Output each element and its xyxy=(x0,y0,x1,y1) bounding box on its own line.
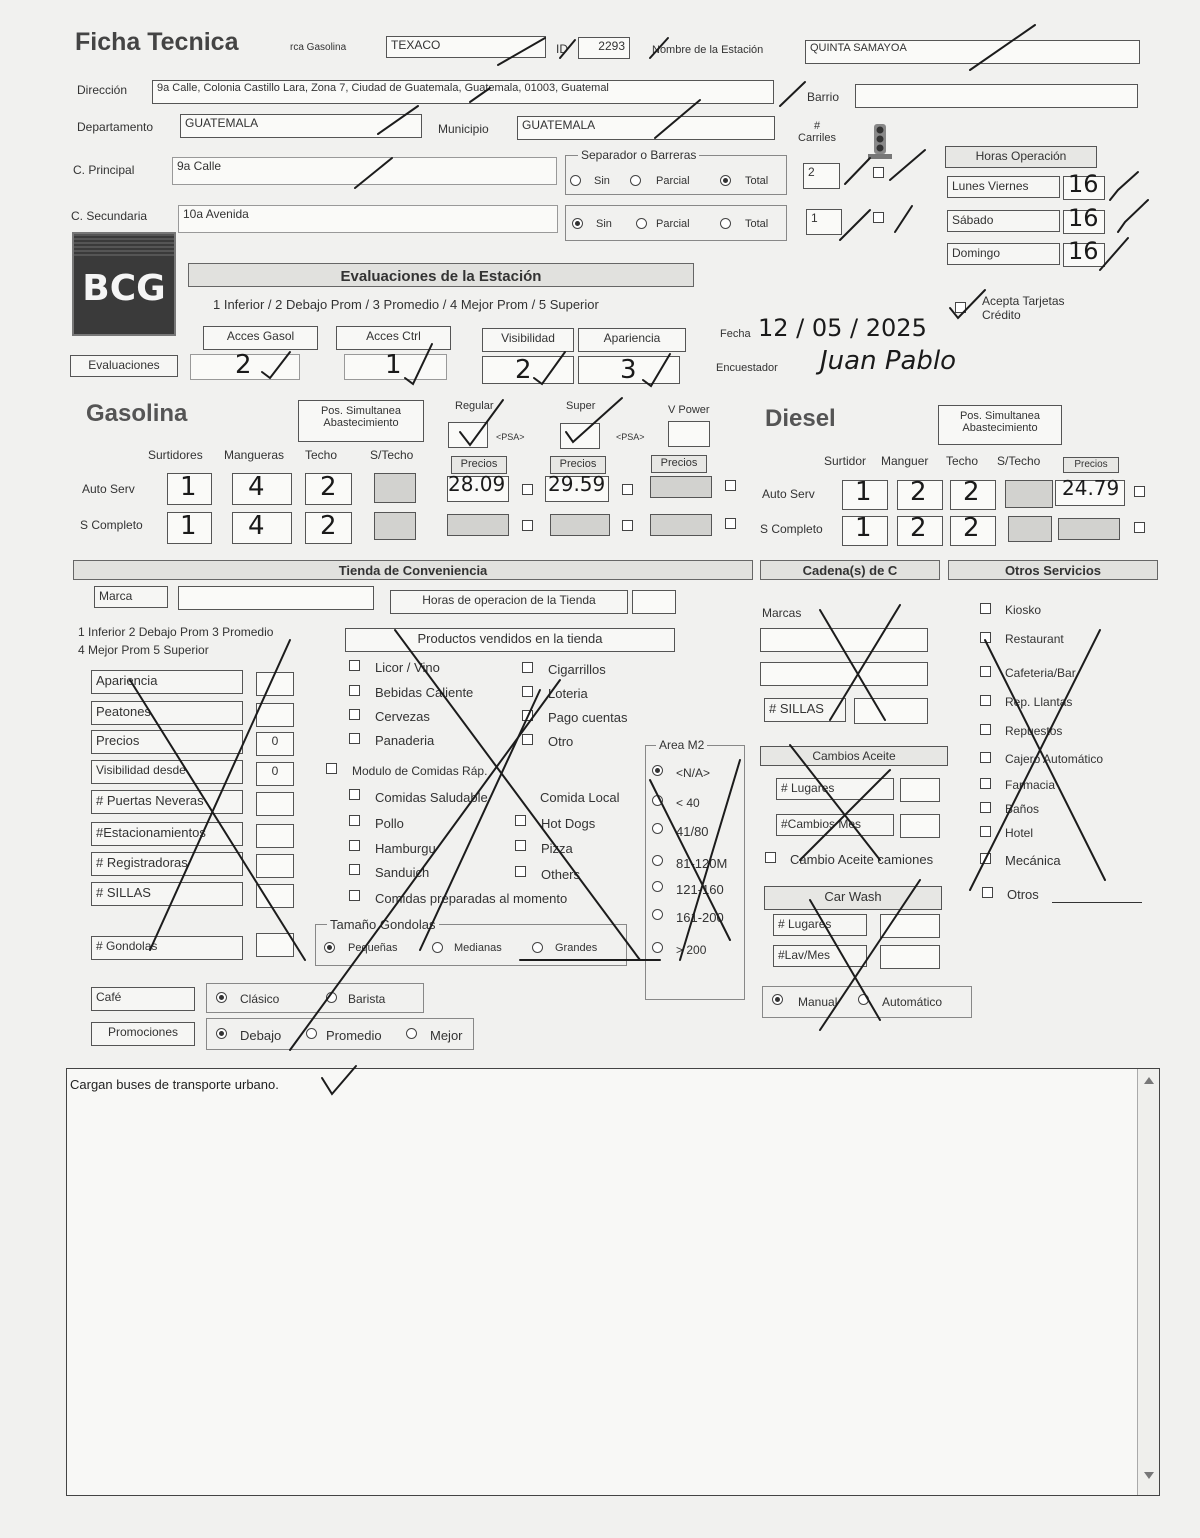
cafe-barista-radio[interactable] xyxy=(326,992,337,1003)
dsl-scompleto-mang-value: 2 xyxy=(910,513,927,543)
comida-pollo-checkbox[interactable] xyxy=(349,815,360,826)
gas-autoserv-super-checkbox[interactable] xyxy=(622,484,633,495)
dsl-col-manguer: Manguer xyxy=(881,454,929,468)
notes-text: Cargan buses de transporte urbano. xyxy=(70,1077,279,1092)
prod-otro-label: Otro xyxy=(548,734,574,749)
comida-sanduich-checkbox[interactable] xyxy=(349,864,360,875)
tienda-eval-gondolas-field[interactable] xyxy=(256,933,294,957)
dsl-autoserv-surt-value: 1 xyxy=(855,477,872,507)
carwash-manual-label: Manual xyxy=(798,995,838,1009)
tienda-scale-2: 4 Mejor Prom 5 Superior xyxy=(78,643,209,657)
dsl-autoserv-checkbox[interactable] xyxy=(1134,486,1145,497)
gas-scompleto-mang-value: 4 xyxy=(248,511,265,541)
tienda-eval-registradoras-label: # Registradoras xyxy=(91,852,243,876)
gasolina-title: Gasolina xyxy=(86,400,188,427)
horas-domingo-value: 16 xyxy=(1068,237,1099,265)
super-check-field[interactable] xyxy=(560,423,600,449)
diesel-title: Diesel xyxy=(765,405,836,432)
separador1-total-label: Total xyxy=(745,175,769,187)
cprincipal-label: C. Principal xyxy=(73,163,135,177)
gas-precios-super-header: Precios xyxy=(550,456,606,474)
promo-debajo-radio[interactable] xyxy=(216,1028,227,1039)
area-200-label: > 200 xyxy=(676,943,707,957)
separador1-parcial-label: Parcial xyxy=(656,175,690,187)
comida-preparada-label: Comidas preparadas al momento xyxy=(375,891,568,906)
area-161-200-radio[interactable] xyxy=(652,909,663,920)
id-field[interactable]: 2293 xyxy=(578,37,630,59)
diesel-pos-simultanea: Pos. Simultanea Abastecimiento xyxy=(938,405,1062,445)
evaluaciones-header: Evaluaciones de la Estación xyxy=(188,263,694,287)
comida-preparada-checkbox[interactable] xyxy=(349,890,360,901)
gas-col-surtidores: Surtidores xyxy=(148,448,203,462)
tienda-eval-precios-field[interactable]: 0 xyxy=(256,732,294,756)
tienda-eval-sillas-field[interactable] xyxy=(256,884,294,908)
marca-label: rca Gasolina xyxy=(290,42,347,53)
carriles-label: # Carriles xyxy=(798,120,836,144)
area-121-160-radio[interactable] xyxy=(652,881,663,892)
promociones-label: Promociones xyxy=(91,1022,195,1046)
tienda-eval-puertas-label: # Puertas Neveras xyxy=(91,790,243,814)
cafe-clasico-radio[interactable] xyxy=(216,992,227,1003)
gas-precios-regular-header: Precios xyxy=(451,456,507,474)
eval-acces-gasol-value: 2 xyxy=(235,350,252,380)
comida-saludable-label: Comidas Saludable xyxy=(375,790,488,805)
area-81-120-radio[interactable] xyxy=(652,855,663,866)
traffic-light-icon xyxy=(866,124,894,160)
dsl-autoserv-stecho-field[interactable] xyxy=(1005,480,1053,508)
separador1-sin-radio[interactable] xyxy=(570,175,581,186)
comida-pizza-checkbox[interactable] xyxy=(515,840,526,851)
municipio-field[interactable]: GUATEMALA xyxy=(517,116,775,140)
dsl-col-surtidor: Surtidor xyxy=(824,454,867,468)
tienda-eval-apariencia-field[interactable] xyxy=(256,672,294,696)
promo-debajo-label: Debajo xyxy=(240,1028,282,1043)
cambios-lugares-field[interactable] xyxy=(900,778,940,802)
gas-col-stecho: S/Techo xyxy=(370,448,414,462)
comida-others-checkbox[interactable] xyxy=(515,866,526,877)
cafe-group xyxy=(206,983,424,1013)
cafe-clasico-label: Clásico xyxy=(240,992,280,1006)
gas-scompleto-super-checkbox[interactable] xyxy=(622,520,633,531)
municipio-label: Municipio xyxy=(438,122,489,136)
modulo-comidas-label: Modulo de Comidas Ráp. xyxy=(352,764,488,778)
carwash-lugares-field[interactable] xyxy=(880,914,940,938)
cadena-sillas-label: # SILLAS xyxy=(764,698,846,722)
nombre-label: Nombre de la Estación xyxy=(652,44,764,56)
area-40-radio[interactable] xyxy=(652,795,663,806)
dsl-scompleto-surt-value: 1 xyxy=(855,513,872,543)
departamento-label: Departamento xyxy=(77,120,154,134)
gas-autoserv-vpower-checkbox[interactable] xyxy=(725,480,736,491)
gas-scompleto-precio-vpower-field[interactable] xyxy=(650,514,712,536)
productos-header: Productos vendidos en la tienda xyxy=(345,628,675,652)
area-40-label: < 40 xyxy=(676,796,700,810)
otros-mecanica-checkbox[interactable] xyxy=(980,853,991,864)
area-41-80-label: 41/80 xyxy=(676,824,709,839)
prod-cervezas-checkbox[interactable] xyxy=(349,709,360,720)
cambios-mes-field[interactable] xyxy=(900,814,940,838)
super-label: Super xyxy=(566,400,596,412)
gas-autoserv-surt-value: 1 xyxy=(180,472,197,502)
cadena-sillas-field[interactable] xyxy=(854,698,928,724)
prod-cigarrillos-checkbox[interactable] xyxy=(522,662,533,673)
otros-hotel-label: Hotel xyxy=(1005,826,1034,840)
check-mark xyxy=(1118,200,1148,232)
gondolas-medianas-radio[interactable] xyxy=(432,942,443,953)
comida-hamburguesa-label: Hamburgu xyxy=(375,841,436,856)
bcg-logo xyxy=(72,232,176,336)
area-81-120-label: 81-120M xyxy=(676,856,728,871)
tienda-eval-precios-label: Precios xyxy=(91,730,243,754)
area-200-radio[interactable] xyxy=(652,942,663,953)
form-title: Ficha Tecnica xyxy=(75,28,239,56)
notes-textarea[interactable] xyxy=(66,1068,1160,1496)
otros-farmacia-label: Farmacia xyxy=(1005,778,1056,792)
evaluaciones-scale: 1 Inferior / 2 Debajo Prom / 3 Promedio / 4 Mejor Prom / 5 Superior xyxy=(213,297,599,312)
prod-bebidas-label: Bebidas Caliente xyxy=(375,685,474,700)
separador-title: Separador o Barreras xyxy=(578,148,699,162)
prod-licor-label: Licor / Vino xyxy=(375,660,440,675)
carwash-header: Car Wash xyxy=(764,886,942,910)
otros-restaurant-label: Restaurant xyxy=(1005,632,1064,646)
separador2-total-radio[interactable] xyxy=(720,218,731,229)
comida-hotdogs-label: Hot Dogs xyxy=(541,816,596,831)
tienda-header: Tienda de Conveniencia xyxy=(73,560,753,580)
dsl-col-stecho: S/Techo xyxy=(997,454,1041,468)
cadena-header: Cadena(s) de C xyxy=(760,560,940,580)
carwash-lav-field[interactable] xyxy=(880,945,940,969)
eval-acces-gasol-header: Acces Gasol xyxy=(203,326,318,350)
cadena-marca1-field[interactable] xyxy=(760,628,928,652)
regular-psa: <PSA> xyxy=(496,432,525,442)
separador2-sin-label: Sin xyxy=(596,218,612,230)
cambio-camiones-label: Cambio Aceite camiones xyxy=(790,852,934,867)
horas-sabado-label: Sábado xyxy=(947,210,1060,232)
gondolas-pequenas-label: Pequeñas xyxy=(348,942,398,954)
prod-bebidas-checkbox[interactable] xyxy=(349,685,360,696)
carriles1-checkbox[interactable] xyxy=(873,167,884,178)
comida-others-label: Others xyxy=(541,867,581,882)
prod-panaderia-checkbox[interactable] xyxy=(349,733,360,744)
prod-pago-cuentas-checkbox[interactable] xyxy=(522,710,533,721)
prod-cervezas-label: Cervezas xyxy=(375,709,430,724)
notes-scrollbar[interactable] xyxy=(1137,1069,1159,1495)
otros-repuestos-checkbox[interactable] xyxy=(980,724,991,735)
area-121-160-label: 121-160 xyxy=(676,882,724,897)
otros-kiosko-label: Kiosko xyxy=(1005,603,1042,617)
otros-llantas-label: Rep. Llantas xyxy=(1005,695,1073,709)
tienda-marca-field[interactable] xyxy=(178,586,374,610)
prod-panaderia-label: Panaderia xyxy=(375,733,435,748)
comida-pollo-label: Pollo xyxy=(375,816,404,831)
bcg-logo-text: BCG xyxy=(82,268,166,309)
otros-otros-checkbox[interactable] xyxy=(982,887,993,898)
carriles2-checkbox[interactable] xyxy=(873,212,884,223)
nombre-field[interactable]: QUINTA SAMAYOA xyxy=(805,40,1140,64)
gas-autoserv-stecho-field[interactable] xyxy=(374,473,416,503)
cafe-label: Café xyxy=(91,987,195,1011)
csecundaria-label: C. Secundaria xyxy=(71,209,148,223)
marca-field[interactable]: TEXACO xyxy=(386,36,546,58)
area-na-radio[interactable] xyxy=(652,765,663,776)
check-mark xyxy=(1110,172,1138,200)
csecundaria-field[interactable]: 10a Avenida xyxy=(178,205,558,233)
tienda-horas-label: Horas de operacion de la Tienda xyxy=(390,590,628,614)
dsl-autoserv-techo-value: 2 xyxy=(963,477,980,507)
carriles1-field[interactable]: 2 xyxy=(803,163,840,189)
horas-sabado-value: 16 xyxy=(1068,204,1099,232)
otros-banos-checkbox[interactable] xyxy=(980,802,991,813)
separador1-total-radio[interactable] xyxy=(720,175,731,186)
prod-loteria-label: Loteria xyxy=(548,686,588,701)
tienda-eval-apariencia-label: Apariencia xyxy=(91,670,243,694)
gondolas-grandes-radio[interactable] xyxy=(532,942,543,953)
otros-servicios-header: Otros Servicios xyxy=(948,560,1158,580)
tienda-eval-peatones-label: Peatones xyxy=(91,701,243,725)
carwash-automatico-radio[interactable] xyxy=(858,994,869,1005)
otros-farmacia-checkbox[interactable] xyxy=(980,778,991,789)
tienda-eval-sillas-label: # SILLAS xyxy=(91,882,243,906)
otros-cajero-label: Cajero Automático xyxy=(1005,752,1104,766)
barrio-label: Barrio xyxy=(807,90,840,104)
vpower-label: V Power xyxy=(668,404,710,416)
dsl-precios-header: Precios xyxy=(1063,457,1119,473)
separador1-sin-label: Sin xyxy=(594,175,610,187)
cambios-aceite-header: Cambios Aceite xyxy=(760,746,948,766)
comida-saludable-checkbox[interactable] xyxy=(349,789,360,800)
check-mark xyxy=(845,158,870,184)
modulo-comidas-checkbox[interactable] xyxy=(326,763,337,774)
dsl-autoserv-mang-value: 2 xyxy=(910,477,927,507)
carwash-automatico-label: Automático xyxy=(882,995,943,1009)
otros-kiosko-checkbox[interactable] xyxy=(980,603,991,614)
eval-visibilidad-value: 2 xyxy=(515,355,532,385)
fecha-label: Fecha xyxy=(720,328,751,340)
otros-restaurant-checkbox[interactable] xyxy=(980,632,991,643)
horas-operacion-header: Horas Operación xyxy=(945,146,1097,168)
encuestador-label: Encuestador xyxy=(716,362,778,374)
gas-scompleto-label: S Completo xyxy=(80,518,143,532)
comida-hamburguesa-checkbox[interactable] xyxy=(349,840,360,851)
comida-pizza-label: Pizza xyxy=(541,841,573,856)
gas-scompleto-stecho-field[interactable] xyxy=(374,512,416,540)
check-mark xyxy=(840,210,870,240)
vpower-check-field[interactable] xyxy=(668,421,710,447)
otros-otros-label: Otros xyxy=(1007,887,1039,902)
cafe-barista-label: Barista xyxy=(348,992,386,1006)
prod-otro-checkbox[interactable] xyxy=(522,734,533,745)
acepta-tarjetas-checkbox[interactable] xyxy=(955,302,966,313)
comida-local-label: Comida Local xyxy=(540,790,620,805)
gas-scompleto-vpower-checkbox[interactable] xyxy=(725,518,736,529)
prod-cigarrillos-label: Cigarrillos xyxy=(548,662,606,677)
separador2-parcial-radio[interactable] xyxy=(636,218,647,229)
carriles2-field[interactable]: 1 xyxy=(806,209,842,235)
area-title: Area M2 xyxy=(656,738,707,752)
evaluaciones-row-label: Evaluaciones xyxy=(70,355,178,377)
tienda-eval-peatones-field[interactable] xyxy=(256,703,294,727)
direccion-field[interactable]: 9a Calle, Colonia Castillo Lara, Zona 7, Ciudad de Guatemala, Guatemala, 01003, Guatemal xyxy=(152,80,774,104)
gas-autoserv-precio-vpower-field[interactable] xyxy=(650,476,712,498)
comida-sanduich-label: Sanduich xyxy=(375,865,430,880)
eval-apariencia-header: Apariencia xyxy=(578,328,686,352)
promo-mejor-radio[interactable] xyxy=(406,1028,417,1039)
otros-otros-line xyxy=(1052,902,1142,903)
departamento-field[interactable]: GUATEMALA xyxy=(180,114,422,138)
separador2-total-label: Total xyxy=(745,218,769,230)
horas-lunes-value: 16 xyxy=(1068,170,1099,198)
otros-llantas-checkbox[interactable] xyxy=(980,695,991,706)
gas-scompleto-regular-checkbox[interactable] xyxy=(522,520,533,531)
promo-promedio-radio[interactable] xyxy=(306,1028,317,1039)
area-41-80-radio[interactable] xyxy=(652,823,663,834)
gas-autoserv-precio-super-value: 29.59 xyxy=(548,472,606,496)
tienda-eval-visibilidad-label: Visibilidad desde xyxy=(91,760,243,784)
carwash-manual-radio[interactable] xyxy=(772,994,783,1005)
cprincipal-field[interactable]: 9a Calle xyxy=(172,157,557,185)
promo-mejor-label: Mejor xyxy=(430,1028,463,1043)
direccion-label: Dirección xyxy=(77,83,128,97)
prod-loteria-checkbox[interactable] xyxy=(522,686,533,697)
tienda-eval-gondolas-label: # Gondolas xyxy=(91,936,243,960)
eval-apariencia-value: 3 xyxy=(620,355,637,385)
separador2-sin-radio[interactable] xyxy=(572,218,583,229)
fecha-value: 12 / 05 / 2025 xyxy=(758,314,927,342)
separador1-parcial-radio[interactable] xyxy=(630,175,641,186)
otros-banos-label: Baños xyxy=(1005,802,1040,816)
dsl-scompleto-precio-field[interactable] xyxy=(1058,518,1120,540)
scroll-up-icon[interactable] xyxy=(1144,1077,1154,1084)
otros-cafeteria-label: Cafeteria/Bar xyxy=(1005,666,1076,680)
tienda-marca-label: Marca xyxy=(94,586,168,608)
cambios-mes-label: #Cambios Mes xyxy=(776,814,894,836)
tienda-scale-1: 1 Inferior 2 Debajo Prom 3 Promedio xyxy=(78,625,274,639)
carwash-lav-label: #Lav/Mes xyxy=(773,945,867,967)
gas-scompleto-precio-regular-field[interactable] xyxy=(447,514,509,536)
otros-repuestos-label: Repuestos xyxy=(1005,724,1063,738)
acepta-tarjetas-label: Acepta Tarjetas Crédito xyxy=(982,294,1065,322)
gas-scompleto-precio-super-field[interactable] xyxy=(550,514,610,536)
gas-autoserv-precio-regular-value: 28.09 xyxy=(448,472,506,496)
check-mark xyxy=(890,150,925,180)
tienda-eval-puertas-field[interactable] xyxy=(256,792,294,816)
barrio-field[interactable] xyxy=(855,84,1138,108)
check-mark xyxy=(780,82,805,106)
area-group xyxy=(645,745,745,1000)
horas-domingo-label: Domingo xyxy=(947,243,1060,265)
dsl-scompleto-stecho-field[interactable] xyxy=(1008,516,1052,542)
gas-precios-vpower-header: Precios xyxy=(651,455,707,473)
prod-licor-checkbox[interactable] xyxy=(349,660,360,671)
tienda-eval-estacionamientos-label: #Estacionamientos xyxy=(91,822,243,846)
dsl-col-techo: Techo xyxy=(946,454,979,468)
gondolas-title: Tamaño Gondolas xyxy=(327,917,439,932)
dsl-autoserv-label: Auto Serv xyxy=(762,487,815,501)
gas-col-mangueras: Mangueras xyxy=(224,448,285,462)
cadena-marcas-label: Marcas xyxy=(762,606,802,620)
dsl-scompleto-techo-value: 2 xyxy=(963,513,980,543)
gas-autoserv-techo-value: 2 xyxy=(320,472,337,502)
bcg-logo-stripes xyxy=(74,234,174,256)
gas-autoserv-regular-checkbox[interactable] xyxy=(522,484,533,495)
gondolas-medianas-label: Medianas xyxy=(454,942,502,954)
cadena-marca2-field[interactable] xyxy=(760,662,928,686)
super-psa: <PSA> xyxy=(616,432,645,442)
encuestador-value: Juan Pablo xyxy=(820,346,957,376)
eval-acces-ctrl-header: Acces Ctrl xyxy=(336,326,451,350)
otros-cajero-checkbox[interactable] xyxy=(980,752,991,763)
separador2-parcial-label: Parcial xyxy=(656,218,690,230)
prod-pago-cuentas-label: Pago cuentas xyxy=(548,710,628,725)
promo-promedio-label: Promedio xyxy=(326,1028,382,1043)
check-mark xyxy=(895,206,912,232)
gasolina-pos-simultanea: Pos. Simultanea Abastecimiento xyxy=(298,400,424,442)
cambio-camiones-checkbox[interactable] xyxy=(765,852,776,863)
otros-cafeteria-checkbox[interactable] xyxy=(980,666,991,677)
otros-hotel-checkbox[interactable] xyxy=(980,826,991,837)
gondolas-grandes-label: Grandes xyxy=(555,942,598,954)
dsl-scompleto-label: S Completo xyxy=(760,522,823,536)
dsl-autoserv-precio-value: 24.79 xyxy=(1062,476,1120,500)
comida-hotdogs-checkbox[interactable] xyxy=(515,815,526,826)
otros-mecanica-label: Mecánica xyxy=(1005,853,1061,868)
gondolas-pequenas-radio[interactable] xyxy=(324,942,335,953)
id-label: ID xyxy=(556,42,568,56)
gas-autoserv-mang-value: 4 xyxy=(248,472,265,502)
gas-col-techo: Techo xyxy=(305,448,338,462)
tienda-eval-estacionamientos-field[interactable] xyxy=(256,824,294,848)
tienda-eval-visibilidad-field[interactable]: 0 xyxy=(256,762,294,786)
area-161-200-label: 161-200 xyxy=(676,910,724,925)
eval-acces-ctrl-value: 1 xyxy=(385,350,402,380)
regular-check-field[interactable] xyxy=(448,422,488,448)
horas-lunes-label: Lunes Viernes xyxy=(947,176,1060,198)
tienda-horas-field[interactable] xyxy=(632,590,676,614)
gas-scompleto-surt-value: 1 xyxy=(180,511,197,541)
tienda-eval-registradoras-field[interactable] xyxy=(256,854,294,878)
area-na-label: <N/A> xyxy=(676,766,711,780)
gas-scompleto-techo-value: 2 xyxy=(320,511,337,541)
regular-label: Regular xyxy=(455,400,494,412)
gas-autoserv-label: Auto Serv xyxy=(82,482,135,496)
dsl-scompleto-checkbox[interactable] xyxy=(1134,522,1145,533)
scroll-down-icon[interactable] xyxy=(1144,1472,1154,1479)
eval-visibilidad-header: Visibilidad xyxy=(482,328,574,352)
carwash-lugares-label: # Lugares xyxy=(773,914,867,936)
cambios-lugares-label: # Lugares xyxy=(776,778,894,800)
